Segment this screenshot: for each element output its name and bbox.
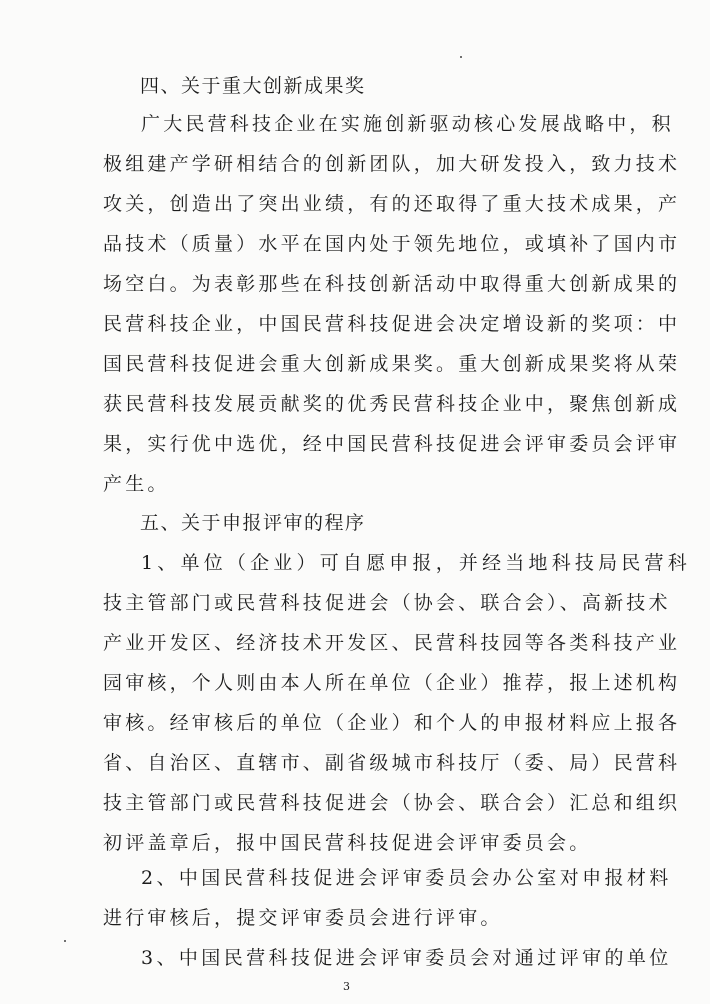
paragraph-line: 技主管部门或民营科技促进会（协会、联合会）汇总和组织 (103, 792, 681, 814)
paragraph-line: 2、中国民营科技促进会评审委员会办公室对申报材料 (141, 867, 672, 889)
paragraph-line: 品技术（质量）水平在国内处于领先地位，或填补了国内市 (103, 233, 681, 255)
section-4-heading: 四、关于重大创新成果奖 (140, 75, 366, 97)
section-5-heading: 五、关于申报评审的程序 (140, 512, 366, 534)
paragraph-line: 产业开发区、经济技术开发区、民营科技园等各类科技产业 (103, 632, 681, 654)
paragraph-line: 技主管部门或民营科技促进会（协会、联合会）、高新技术 (103, 592, 671, 614)
paragraph-line: 1、单位（企业）可自愿申报，并经当地科技局民营科 (141, 552, 691, 574)
paragraph-line: 3、中国民营科技促进会评审委员会对通过评审的单位 (141, 947, 672, 969)
paragraph-line: 国民营科技促进会重大创新成果奖。重大创新成果奖将从荣 (103, 353, 681, 375)
scan-speck (460, 56, 462, 58)
paragraph-line: 极组建产学研相结合的创新团队，加大研发投入，致力技术 (103, 153, 681, 175)
paragraph-line: 进行审核后，提交评审委员会进行评审。 (103, 907, 503, 929)
page-number: 3 (343, 980, 350, 993)
paragraph-line: 攻关，创造出了突出业绩，有的还取得了重大技术成果，产 (103, 193, 681, 215)
scan-speck (64, 940, 66, 942)
paragraph-line: 广大民营科技企业在实施创新驱动核心发展战略中，积 (141, 113, 674, 135)
paragraph-line: 园审核，个人则由本人所在单位（企业）推荐，报上述机构 (103, 672, 681, 694)
paragraph-line: 产生。 (103, 473, 170, 495)
paragraph-line: 民营科技企业，中国民营科技促进会决定增设新的奖项：中 (103, 313, 681, 335)
paragraph-line: 初评盖章后，报中国民营科技促进会评审委员会。 (103, 832, 592, 854)
paragraph-line: 获民营科技发展贡献奖的优秀民营科技企业中，聚焦创新成 (103, 393, 681, 415)
paragraph-line: 场空白。为表彰那些在科技创新活动中取得重大创新成果的 (103, 273, 681, 295)
paragraph-line: 审核。经审核后的单位（企业）和个人的申报材料应上报各 (103, 712, 681, 734)
paragraph-line: 省、自治区、直辖市、副省级城市科技厅（委、局）民营科 (103, 752, 681, 774)
paragraph-line: 果，实行优中选优，经中国民营科技促进会评审委员会评审 (103, 433, 681, 455)
